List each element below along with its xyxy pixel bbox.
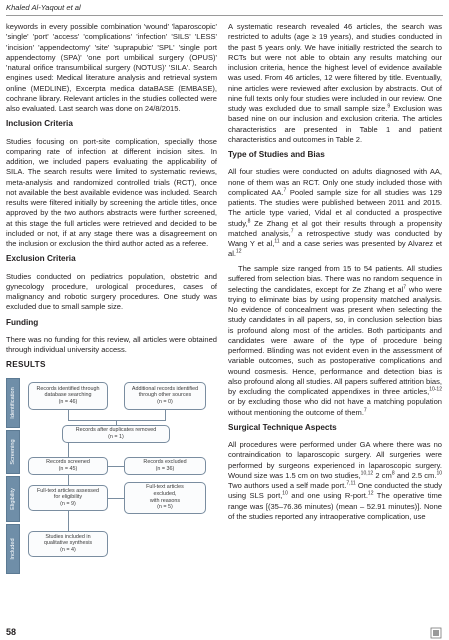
box-identified-db: Records identified through database searching (n = 46) — [28, 382, 108, 410]
prisma-flow-diagram — [6, 378, 214, 574]
exclusion-paragraph: Studies conducted on pediatrics population, obstetric and gynecology procedure, urological procedures, cases of malignancy and robotic surgery procedures. One study was excluded due to small sample size. — [6, 271, 217, 312]
study-types-heading: Type of Studies and Bias — [228, 150, 325, 159]
funding-paragraph: There was no funding for this review, all articles were obtained through individual university access. — [6, 334, 217, 354]
inclusion-paragraph: Studies focusing on port-site complication, specially those comparing rate of infection at different incision sites. In addition, we included papers evaluating the applicability of SILA. The search results were limited to systematic reviews, meta-analysis and randomized controlled trials (RCT), once not available the best available evidence was included. Search results were filtered initially by screening the article titles, once approved by the two authors abstracts were further screened, at this stage the full articles were retrieved and decided to be included or not, if at any stage there was a disagreement on the inclusion or exclusion the third author acted as a referee. — [6, 136, 217, 248]
study-types-paragraph: All four studies were conducted on adults diagnosed with AA, none of them was an RCT. Only one study included those with complicated AA.$^7$ Pooled sample size for all studies was 129 patients. The studies were published between 2011 and 2015. The article type varied, Vidal et al conducted a prospective study,$^8$ Ze Zhang et al got their results through a propensity matched analysis,$^7$ a retrospective study was conducted by Wang Y et al,$^{11}$ and a case series was presented by Alvarez et al.$^{12}$ — [228, 167, 442, 259]
left-column — [6, 22, 217, 574]
box-fulltext-assessed: Full-text articles assessed for eligibility (n = 9) — [28, 485, 108, 511]
stage-eligibility: Eligibility — [6, 476, 20, 522]
stage-identification: Identification — [6, 378, 20, 428]
funding-heading: Funding — [6, 317, 39, 327]
bias-paragraph: The sample size ranged from 15 to 54 patients. All studies suffered from selection bias. There was no random sequence in selecting the candidates, except for Ze Zhang et $al^7$ who were trying to eliminate bias by using propensity matched analysis. No evidence of concealment was present when selecting the study candidates in all papers, so, in conclusion selection bias is profound along most of the articles. Both participants and candidates were aware of the type of procedure being performed. Blinding was not evident even in the assessment of variable outcomes, such as postoperative complications and wound cosmesis. Hence, performance and detection bias is also profound along all studies. All papers suffered attrition bias, by excluding the complicated appendixes in three articles,$^{10-12}$ or by excluding those who did not have a matching population without mentioning the outcome of them.$^7$ — [228, 264, 442, 417]
stage-screening: Screening — [6, 430, 20, 474]
header-rule — [6, 15, 443, 16]
keywords-paragraph: keywords in every possible combination 'wound' 'laparoscopic' 'single' 'port' 'access' 'complications' 'infection' 'SILS' 'LESS' 'incision' 'appendectomy' 'site' 'suprapubic' 'SPL' 'single port appendectomy (SPA)' 'one port umbilical surgery (OPUS)' 'natural orifice transumbilical surgery (NOTUS)' 'SILA'. Search engines used: Medical literature analysis and retrieval system online (MEDLINE), Excerpta medica dataBASE (EMBASE), cochrane library. Relevant articles in the studies collected were also evaluated. Last search was done on 24/8/2015. — [6, 22, 217, 113]
surgical-technique-paragraph: All procedures were performed under GA where there was no contraindication to laparoscopic surgery. All surgeries were performed by surgeons experienced in laparoscopic surgery. Wound size was 1.5 cm on two studies,$^{10,12}$ 2 $cm^8$ and 2.5 cm.$^{10}$ Two authors used a self made port.$^{7,11}$ One conducted the study using SLS port,$^{10}$ and one using R-port.$^{12}$ The operative time range was [(35–76.36 minutes) (mean – 52.91 minutes)]. None of the studies reported any intraoperative complication, use — [228, 440, 443, 521]
running-author: Khaled Al-Yaqout et al — [6, 3, 81, 12]
box-studies-included: Studies included in qualitative synthesis (n = 4) — [28, 531, 108, 557]
exclusion-heading: Exclusion Criteria — [6, 254, 76, 264]
results-heading: RESULTS — [6, 360, 46, 370]
results-paragraph: A systematic research revealed 46 articles, the search was restricted to adults (age ≥ 19 years), and studies conducted in the past 5 years only. We have initially restricted the search to RCTs but were not able to obtain any results matching our inclusion criteria, hence the highest level of evidence available was used. From 46 articles, 12 were filtered by title. Eventually, nine articles were reviewed after exclusion by abstracts. Out of nine full texts only four studies were included in our review. One study was excluded due to small sample size.$^9$ Exclusion was based nine on our inclusion and exclusion criteria. The articles characteristics are presented in Table 1 and patient characteristics and outcomes in Table 2. — [228, 22, 442, 144]
publisher-logo-icon — [430, 627, 442, 639]
inclusion-heading: Inclusion Criteria — [6, 119, 73, 129]
box-fulltext-excluded: Full-text articles excluded, with reasons (n = 5) — [124, 482, 206, 514]
box-after-duplicates: Records after duplicates removed (n = 1) — [62, 425, 170, 443]
box-records-excluded: Records excluded (n = 36) — [124, 457, 206, 475]
box-records-screened: Records screened (n = 45) — [28, 457, 108, 475]
surgical-technique-heading: Surgical Technique Aspects — [228, 422, 337, 432]
page-number: 58 — [6, 627, 17, 637]
page-header — [6, 3, 443, 16]
stage-included: Included — [6, 524, 20, 574]
right-column — [228, 22, 442, 527]
box-identified-other: Additional records identified through other sources (n = 0) — [124, 382, 206, 410]
